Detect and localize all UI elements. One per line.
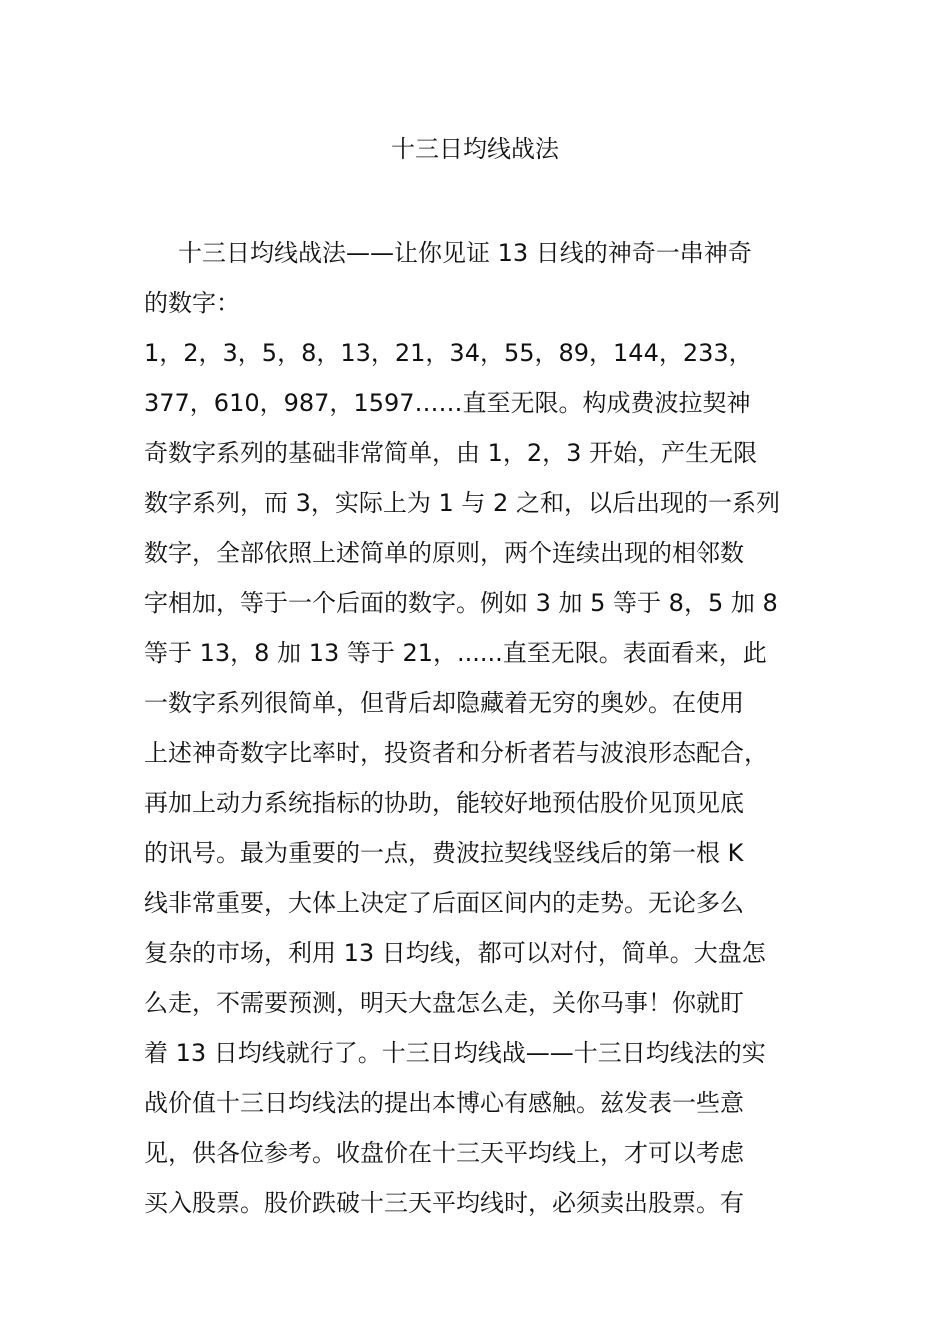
document-title: 十三日均线战法	[391, 135, 559, 163]
paragraph-line: 十三日均线战法——让你见证 13 日线的神奇一串神奇	[178, 239, 752, 267]
paragraph-line: 线非常重要，大体上决定了后面区间内的走势。无论多么	[144, 889, 744, 917]
paragraph-line: 1，2，3，5，8，13，21，34，55，89，144，233，	[144, 339, 753, 367]
paragraph-line: 数字，全部依照上述简单的原则，两个连续出现的相邻数	[144, 539, 744, 567]
document-body	[144, 228, 814, 1228]
paragraph-line: 字相加，等于一个后面的数字。例如 3 加 5 等于 8，5 加 8	[144, 589, 778, 617]
paragraph-line: 战价值十三日均线法的提出本博心有感触。兹发表一些意	[144, 1089, 744, 1117]
paragraph-line: 么走，不需要预测，明天大盘怎么走，关你马事！你就盯	[144, 989, 744, 1017]
paragraph-line: 的讯号。最为重要的一点，费波拉契线竖线后的第一根 K	[144, 839, 744, 867]
paragraph-line: 见，供各位参考。收盘价在十三天平均线上，才可以考虑	[144, 1139, 744, 1167]
paragraph-line: 上述神奇数字比率时，投资者和分析者若与波浪形态配合，	[144, 739, 768, 767]
paragraph-line: 奇数字系列的基础非常简单，由 1，2，3 开始，产生无限	[144, 439, 758, 467]
paragraph-line: 等于 13，8 加 13 等于 21，......直至无限。表面看来，此	[144, 639, 767, 667]
paragraph-line: 一数字系列很简单，但背后却隐藏着无穷的奥妙。在使用	[144, 689, 744, 717]
paragraph-line: 再加上动力系统指标的协助，能较好地预估股价见顶见底	[144, 789, 744, 817]
paragraph-line: 着 13 日均线就行了。十三日均线战——十三日均线法的实	[144, 1039, 766, 1067]
paragraph-line: 数字系列，而 3，实际上为 1 与 2 之和，以后出现的一系列	[144, 489, 780, 517]
paragraph-line: 买入股票。股价跌破十三天平均线时，必须卖出股票。有	[144, 1189, 744, 1217]
paragraph-line: 的数字：	[144, 289, 240, 317]
paragraph-line: 复杂的市场，利用 13 日均线，都可以对付，简单。大盘怎	[144, 939, 766, 967]
paragraph-line: 377，610，987，1597……直至无限。构成费波拉契神	[144, 389, 751, 417]
